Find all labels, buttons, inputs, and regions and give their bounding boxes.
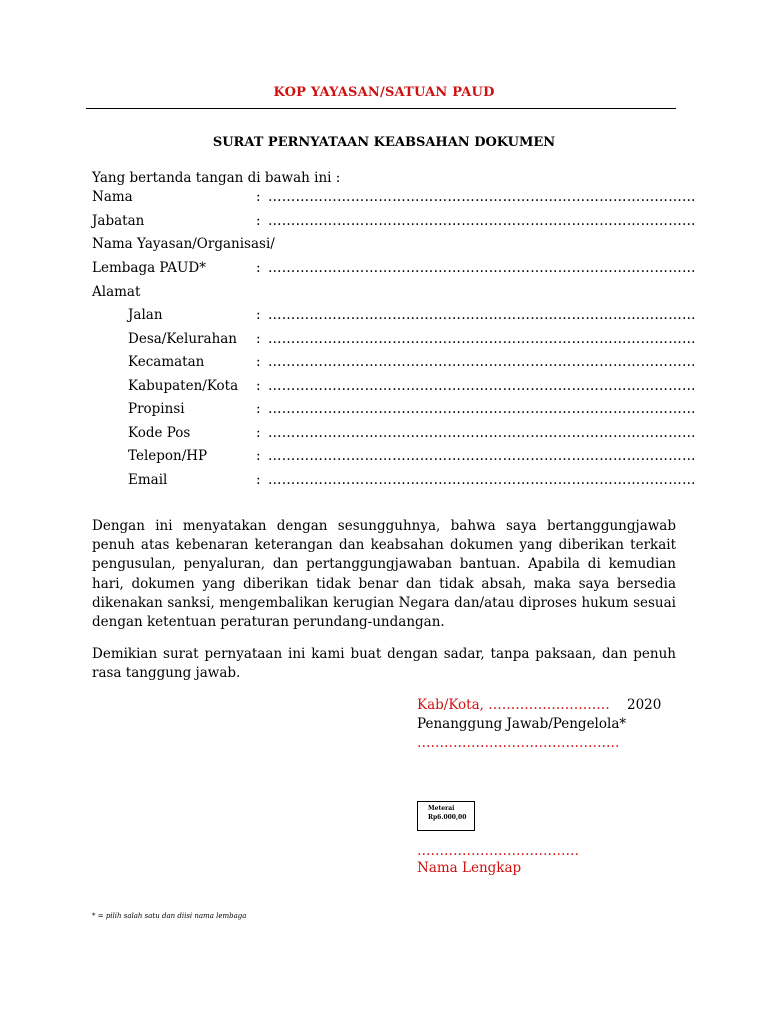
field-label-desa: Desa/Kelurahan [128, 331, 238, 347]
field-colon: : [256, 260, 261, 276]
place-date: Kab/Kota, ……………………… [417, 697, 610, 713]
role-blank: ……………………………………… [417, 735, 620, 751]
name-label: Nama Lengkap [417, 860, 522, 876]
field-label-kecamatan: Kecamatan [128, 354, 205, 370]
field-label-email: Email [128, 472, 168, 488]
field-colon: : [256, 378, 261, 394]
footnote: * = pilih salah satu dan diisi nama lembaga [92, 912, 247, 920]
field-colon: : [256, 331, 261, 347]
statement-paragraph: Dengan ini menyatakan dengan sesungguhnya, bahwa saya bertanggungjawab penuh atas kebenaran keterangan dan keabsahan dokumen yang diberikan terkait pengusulan, penyaluran, dan pertanggungjawaban bantuan. Apabila di kemudian hari, dokumen yang diberikan tidak benar dan tidak absah, maka saya bersedia dikenakan sanksi, mengembalikan kerugian Negara dan/atau diproses hukum sesuai dengan ketentuan peraturan perundang-undangan. [92, 518, 676, 631]
field-blank-propinsi: ………………………………………………………………………………… [268, 401, 696, 417]
closing-paragraph: Demikian surat pernyataan ini kami buat dengan sadar, tanpa paksaan, dan penuh rasa tanggung jawab. [92, 646, 676, 682]
field-blank-desa: ………………………………………………………………………………… [268, 331, 696, 347]
field-blank-kabupaten: ………………………………………………………………………………… [268, 378, 696, 394]
field-blank-nama: ………………………………………………………………………………… [268, 189, 696, 205]
field-label-jabatan: Jabatan [92, 213, 145, 229]
field-colon: : [256, 354, 261, 370]
field-colon: : [256, 213, 261, 229]
field-label-jalan: Jalan [128, 307, 163, 323]
field-label-kabupaten: Kabupaten/Kota [128, 378, 239, 394]
field-blank-lembaga: ………………………………………………………………………………… [268, 260, 696, 276]
field-colon: : [256, 401, 261, 417]
signatory-role: Penanggung Jawab/Pengelola* [417, 716, 627, 732]
stamp-label: Meterai [428, 805, 455, 812]
name-blank: ……………………………… [417, 843, 579, 859]
field-label-kode-pos: Kode Pos [128, 425, 191, 441]
field-blank-jabatan: ………………………………………………………………………………… [268, 213, 696, 229]
letterhead-divider [86, 108, 676, 109]
field-label-propinsi: Propinsi [128, 401, 185, 417]
field-label-nama-yayasan: Nama Yayasan/Organisasi/ [92, 236, 275, 252]
field-blank-jalan: ………………………………………………………………………………… [268, 307, 696, 323]
field-blank-kecamatan: ………………………………………………………………………………… [268, 354, 696, 370]
document-title: SURAT PERNYATAAN KEABSAHAN DOKUMEN [212, 135, 556, 150]
field-label-nama: Nama [92, 189, 133, 205]
field-label-telepon: Telepon/HP [128, 448, 208, 464]
stamp-box [417, 801, 475, 831]
field-blank-email: ………………………………………………………………………………… [268, 472, 696, 488]
field-colon: : [256, 307, 261, 323]
field-colon: : [256, 189, 261, 205]
field-colon: : [256, 448, 261, 464]
field-blank-kode-pos: ………………………………………………………………………………… [268, 425, 696, 441]
field-label-alamat: Alamat [92, 284, 141, 300]
letterhead-title: KOP YAYASAN/SATUAN PAUD [273, 85, 495, 100]
field-label-lembaga: Lembaga PAUD* [92, 260, 206, 276]
field-colon: : [256, 472, 261, 488]
field-blank-telepon: ………………………………………………………………………………… [268, 448, 696, 464]
field-colon: : [256, 425, 261, 441]
intro-text: Yang bertanda tangan di bawah ini : [92, 170, 341, 186]
stamp-value: Rp6.000,00 [428, 814, 467, 821]
year: 2020 [627, 697, 662, 713]
